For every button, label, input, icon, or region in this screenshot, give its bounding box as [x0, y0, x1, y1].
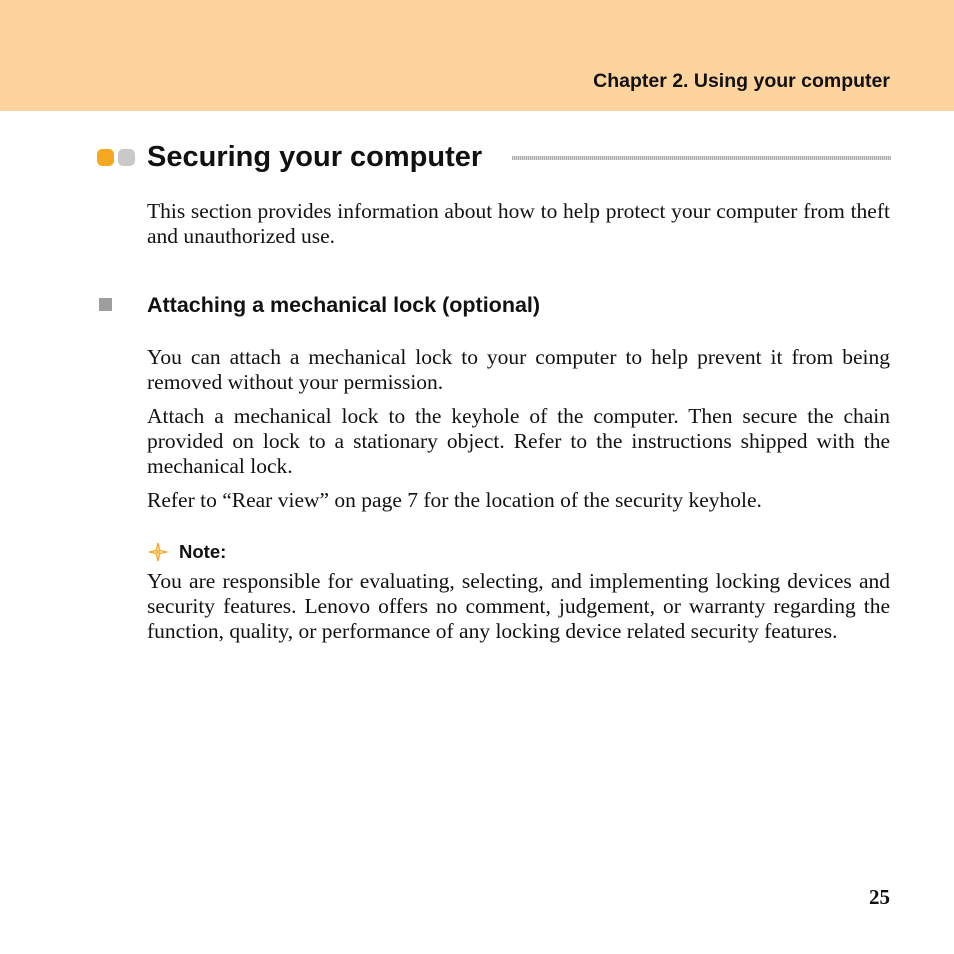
header-band [0, 0, 954, 111]
square-bullet-icon [99, 298, 112, 311]
page-number: 25 [869, 885, 890, 909]
note-label: Note: [179, 541, 227, 562]
four-point-star-icon [148, 542, 168, 562]
chapter-title: Chapter 2. Using your computer [593, 70, 890, 92]
gray-square-icon [118, 149, 135, 166]
section-title-row [97, 138, 891, 178]
orange-square-icon [97, 149, 114, 166]
subsection-title: Attaching a mechanical lock (optional) [147, 293, 541, 317]
subsection-paragraph-3: Refer to “Rear view” on page 7 for the location of the security keyhole. [147, 488, 762, 512]
section-title: Securing your computer [147, 141, 483, 173]
note-text: You are responsible for evaluating, selecting, and implementing locking devices and security features. Lenovo offers no comment, judgement, or warranty regarding the function, quality, or performance of any locking device related security features. [147, 569, 890, 643]
subsection-paragraph-2: Attach a mechanical lock to the keyhole of the computer. Then secure the chain provided on lock to a stationary object. Refer to the instructions shipped with the mechanical lock. [147, 404, 890, 478]
subsection-paragraph-1: You can attach a mechanical lock to your computer to help prevent it from being removed without your permission. [147, 345, 890, 394]
title-divider [512, 156, 891, 160]
section-intro: This section provides information about how to help protect your computer from theft and unauthorized use. [147, 199, 890, 248]
